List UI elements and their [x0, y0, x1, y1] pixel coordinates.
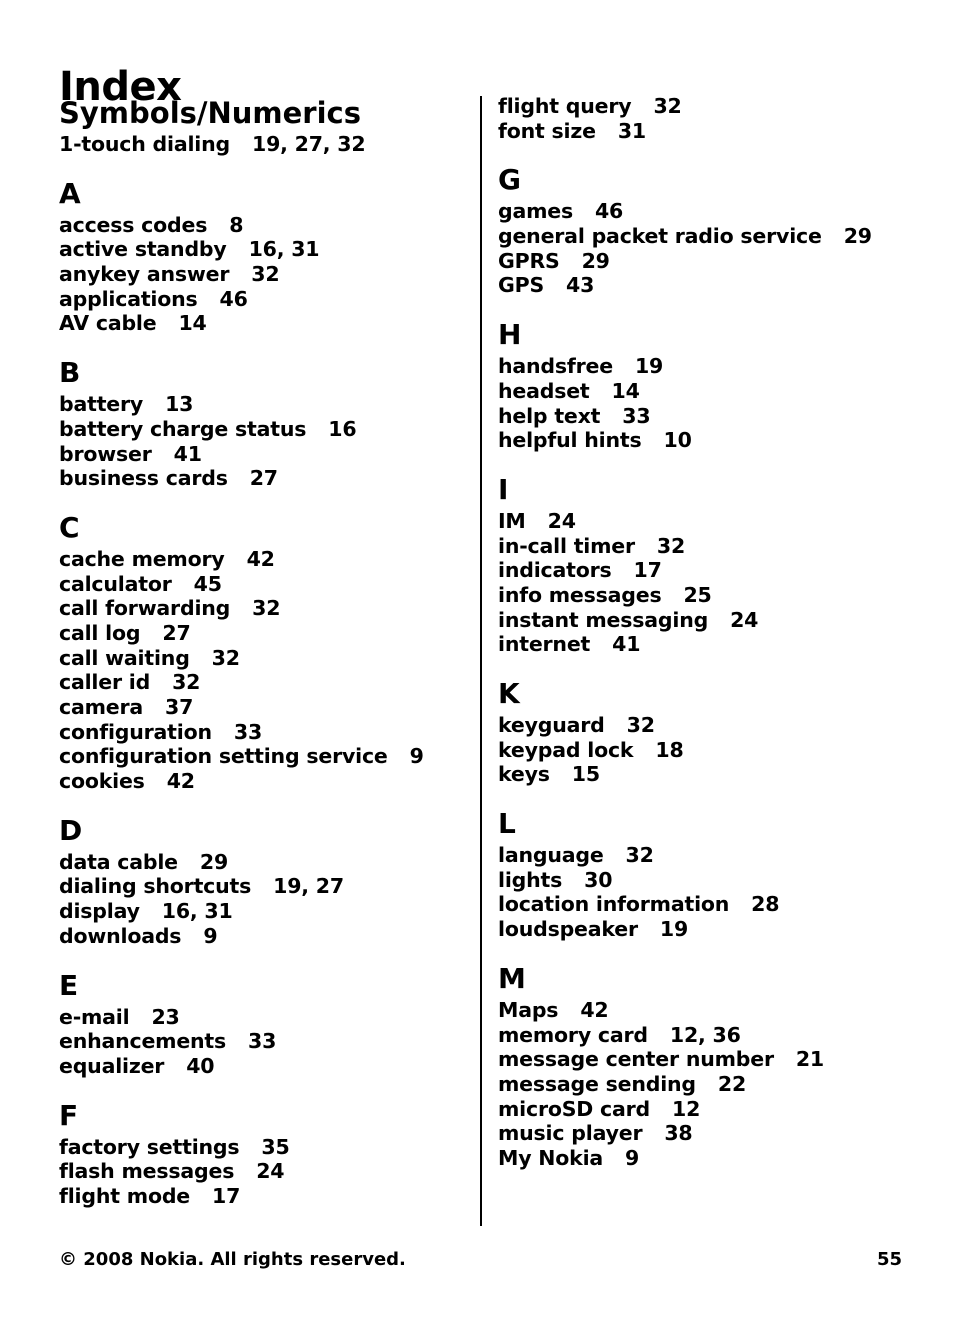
index-page-ref: 19 [634, 354, 664, 379]
index-page-ref: 32 [656, 533, 686, 558]
index-entry [59, 1029, 469, 1054]
index-entry [59, 924, 469, 949]
index-page-ref: 28 [751, 892, 780, 917]
index-page-ref: 8 [229, 212, 244, 237]
index-entry [59, 769, 469, 794]
index-term: call log [59, 620, 141, 645]
index-entry [59, 547, 469, 572]
index-term: loudspeaker [498, 917, 638, 942]
index-entry [498, 428, 918, 453]
index-entry [498, 868, 918, 893]
index-entry [59, 287, 469, 312]
index-term: font size [498, 118, 596, 143]
index-entry [498, 199, 918, 224]
index-page-ref: 17 [212, 1183, 241, 1208]
index-term: access codes [59, 212, 208, 237]
section-heading: M [498, 961, 526, 995]
index-term: downloads [59, 923, 182, 948]
index-term: music player [498, 1121, 643, 1146]
index-entry [59, 621, 469, 646]
section-heading: C [59, 510, 80, 544]
section-heading: K [498, 677, 520, 710]
section-heading: D [59, 813, 83, 847]
index-term: lights [498, 867, 563, 892]
index-page-ref: 12 [672, 1096, 701, 1121]
index-term: memory card [498, 1022, 648, 1047]
index-entry [498, 249, 918, 274]
index-entry [59, 1054, 469, 1079]
index-entry [59, 1135, 469, 1160]
index-entry [59, 670, 469, 695]
index-term: handsfree [498, 354, 613, 379]
index-page-ref: 46 [594, 199, 624, 224]
index-entry [59, 1005, 469, 1030]
section-heading: Symbols/Numerics [59, 96, 361, 130]
index-term: games [498, 199, 573, 224]
index-term: headset [498, 378, 590, 403]
index-entry [59, 744, 469, 769]
index-page-ref: 32 [252, 596, 281, 621]
index-page-ref: 24 [730, 607, 759, 632]
index-page-ref: 42 [580, 997, 609, 1022]
index-term: factory settings [59, 1134, 240, 1159]
index-page-ref: 15 [571, 762, 600, 787]
index-entry [498, 509, 918, 534]
index-term: equalizer [59, 1053, 165, 1078]
index-page-ref: 37 [165, 695, 194, 719]
index-entry [498, 892, 918, 917]
index-term: display [59, 899, 140, 924]
index-term: IM [498, 508, 526, 533]
index-page-ref: 42 [246, 546, 275, 571]
index-term: cookies [59, 769, 145, 794]
index-entry [498, 379, 918, 404]
index-entry [59, 874, 469, 899]
index-page-ref: 46 [219, 286, 248, 311]
index-term: battery charge status [59, 416, 307, 441]
index-term: language [498, 843, 604, 868]
index-entry [498, 762, 918, 787]
index-page-ref: 45 [193, 571, 222, 596]
index-term: applications [59, 286, 198, 311]
index-page-ref: 40 [186, 1053, 215, 1078]
index-page-ref: 16, 31 [248, 237, 320, 262]
index-page-ref: 41 [173, 441, 202, 466]
index-page-ref: 9 [203, 923, 218, 948]
index-page-ref: 13 [165, 392, 194, 417]
index-entry [59, 417, 469, 442]
section-heading: B [59, 356, 81, 390]
index-page-ref: 18 [655, 737, 684, 762]
copyright-notice: © 2008 Nokia. All rights reserved. [59, 1249, 406, 1270]
index-term: call forwarding [59, 596, 231, 621]
index-page-ref: 32 [653, 94, 682, 118]
index-entry [498, 1146, 918, 1171]
index-entry [498, 738, 918, 763]
index-entry [498, 1047, 918, 1072]
index-page-ref: 24 [547, 508, 576, 533]
index-entry [498, 583, 918, 608]
index-entry [498, 273, 918, 298]
index-term: anykey answer [59, 262, 230, 287]
index-page-ref: 14 [611, 378, 640, 403]
index-page-ref: 25 [683, 582, 712, 607]
index-entry [59, 695, 469, 720]
index-entry [498, 608, 918, 633]
index-entry [498, 1072, 918, 1097]
index-entry [59, 442, 469, 467]
index-term: general packet radio service [498, 224, 822, 249]
index-term: browser [59, 441, 152, 466]
index-term: info messages [498, 582, 662, 607]
page-title: Index [59, 63, 182, 110]
index-page-ref: 29 [581, 248, 610, 273]
index-page-ref: 19, 27 [273, 874, 344, 899]
index-term: cache memory [59, 546, 225, 571]
index-page-ref: 32 [172, 670, 201, 695]
index-page-ref: 33 [248, 1029, 277, 1054]
index-column-left [59, 94, 469, 1209]
index-entry [498, 917, 918, 942]
index-page-ref: 29 [199, 849, 229, 874]
index-page-ref: 43 [566, 273, 595, 298]
section-heading: E [59, 968, 79, 1002]
index-term: calculator [59, 571, 172, 596]
index-page-ref: 21 [795, 1047, 824, 1072]
index-entry [498, 224, 918, 249]
index-page-ref: 33 [233, 719, 263, 744]
index-term: active standby [59, 237, 227, 262]
index-page-ref: 33 [622, 403, 651, 428]
index-entry [59, 392, 469, 417]
index-page-ref: 32 [211, 645, 240, 670]
index-column-right [498, 94, 918, 1171]
index-term: business cards [59, 466, 228, 491]
section-heading: I [498, 472, 509, 506]
index-entry [498, 1023, 918, 1048]
index-page-ref: 32 [625, 843, 654, 868]
index-term: enhancements [59, 1029, 227, 1054]
index-term: GPRS [498, 248, 560, 273]
index-page-ref: 30 [584, 867, 613, 892]
index-term: microSD card [498, 1096, 651, 1121]
index-entry [498, 558, 918, 583]
index-page-ref: 41 [612, 632, 641, 657]
index-term: 1-touch dialing [59, 132, 230, 156]
index-term: help text [498, 403, 601, 428]
index-entry [498, 1097, 918, 1122]
index-entry [59, 1184, 469, 1209]
index-entry [498, 1121, 918, 1146]
index-term: indicators [498, 558, 612, 583]
index-entry [59, 899, 469, 924]
index-term: dialing shortcuts [59, 874, 252, 899]
index-entry [59, 1159, 469, 1184]
index-term: helpful hints [498, 428, 642, 453]
index-page-ref: 19, 27, 32 [252, 132, 366, 156]
index-entry [59, 572, 469, 597]
index-page-ref: 31 [617, 118, 646, 143]
section-heading: L [498, 807, 516, 841]
index-page-ref: 16 [328, 416, 357, 441]
index-term: location information [498, 892, 730, 917]
index-term: camera [59, 695, 143, 719]
index-page-ref: 19 [659, 917, 689, 942]
index-term: keyguard [498, 713, 605, 737]
index-entry [59, 596, 469, 621]
index-page-ref: 14 [178, 311, 207, 336]
index-term: e-mail [59, 1004, 130, 1029]
index-page-ref: 32 [251, 262, 280, 287]
index-page-ref: 22 [717, 1071, 747, 1096]
index-entry [59, 262, 469, 287]
index-entry [59, 213, 469, 238]
index-term: internet [498, 632, 591, 657]
index-term: configuration setting service [59, 744, 388, 769]
index-page-ref: 17 [633, 558, 662, 583]
column-divider [480, 96, 482, 1226]
page-number: 55 [876, 1249, 902, 1270]
index-page-ref: 9 [625, 1145, 640, 1170]
index-entry [59, 237, 469, 262]
index-page-ref: 35 [261, 1134, 290, 1159]
index-term: caller id [59, 670, 151, 695]
index-term: battery [59, 392, 144, 417]
index-page-ref: 42 [166, 769, 195, 794]
index-term: message sending [498, 1071, 696, 1096]
index-term: in-call timer [498, 533, 635, 558]
index-page-ref: 29 [843, 224, 872, 249]
index-entry [59, 646, 469, 671]
index-entry [498, 713, 918, 738]
index-entry [498, 94, 918, 119]
index-term: AV cable [59, 311, 157, 336]
index-page-ref: 24 [256, 1159, 285, 1184]
section-heading: G [498, 163, 521, 197]
index-entry [59, 720, 469, 745]
section-heading: F [59, 1098, 79, 1132]
index-entry [498, 843, 918, 868]
section-heading: A [59, 176, 81, 210]
index-page-ref: 38 [664, 1121, 693, 1146]
index-page-ref: 27 [162, 620, 191, 645]
index-term: configuration [59, 719, 212, 744]
index-page-ref: 10 [663, 428, 692, 453]
index-entry [498, 998, 918, 1023]
index-term: flight mode [59, 1183, 190, 1208]
index-term: GPS [498, 273, 545, 298]
index-term: data cable [59, 849, 178, 874]
index-entry [498, 119, 918, 144]
index-term: keypad lock [498, 737, 634, 762]
index-entry [59, 850, 469, 875]
index-term: My Nokia [498, 1145, 604, 1170]
index-entry [59, 132, 469, 157]
index-term: call waiting [59, 645, 190, 670]
index-term: flight query [498, 94, 632, 118]
index-page-ref: 23 [151, 1004, 180, 1029]
index-entry [498, 404, 918, 429]
index-page-ref: 16, 31 [161, 899, 233, 924]
index-term: flash messages [59, 1159, 235, 1184]
index-page-ref: 12, 36 [669, 1022, 741, 1047]
index-term: keys [498, 762, 550, 787]
index-term: Maps [498, 997, 559, 1022]
index-page-ref: 9 [409, 744, 424, 769]
index-entry [498, 632, 918, 657]
section-heading: H [498, 318, 522, 352]
index-entry [59, 311, 469, 336]
index-entry [59, 466, 469, 491]
index-term: message center number [498, 1047, 774, 1072]
index-entry [498, 534, 918, 559]
index-page-ref: 27 [249, 466, 278, 491]
index-entry [498, 354, 918, 379]
index-term: instant messaging [498, 607, 709, 632]
index-page-ref: 32 [626, 713, 655, 737]
